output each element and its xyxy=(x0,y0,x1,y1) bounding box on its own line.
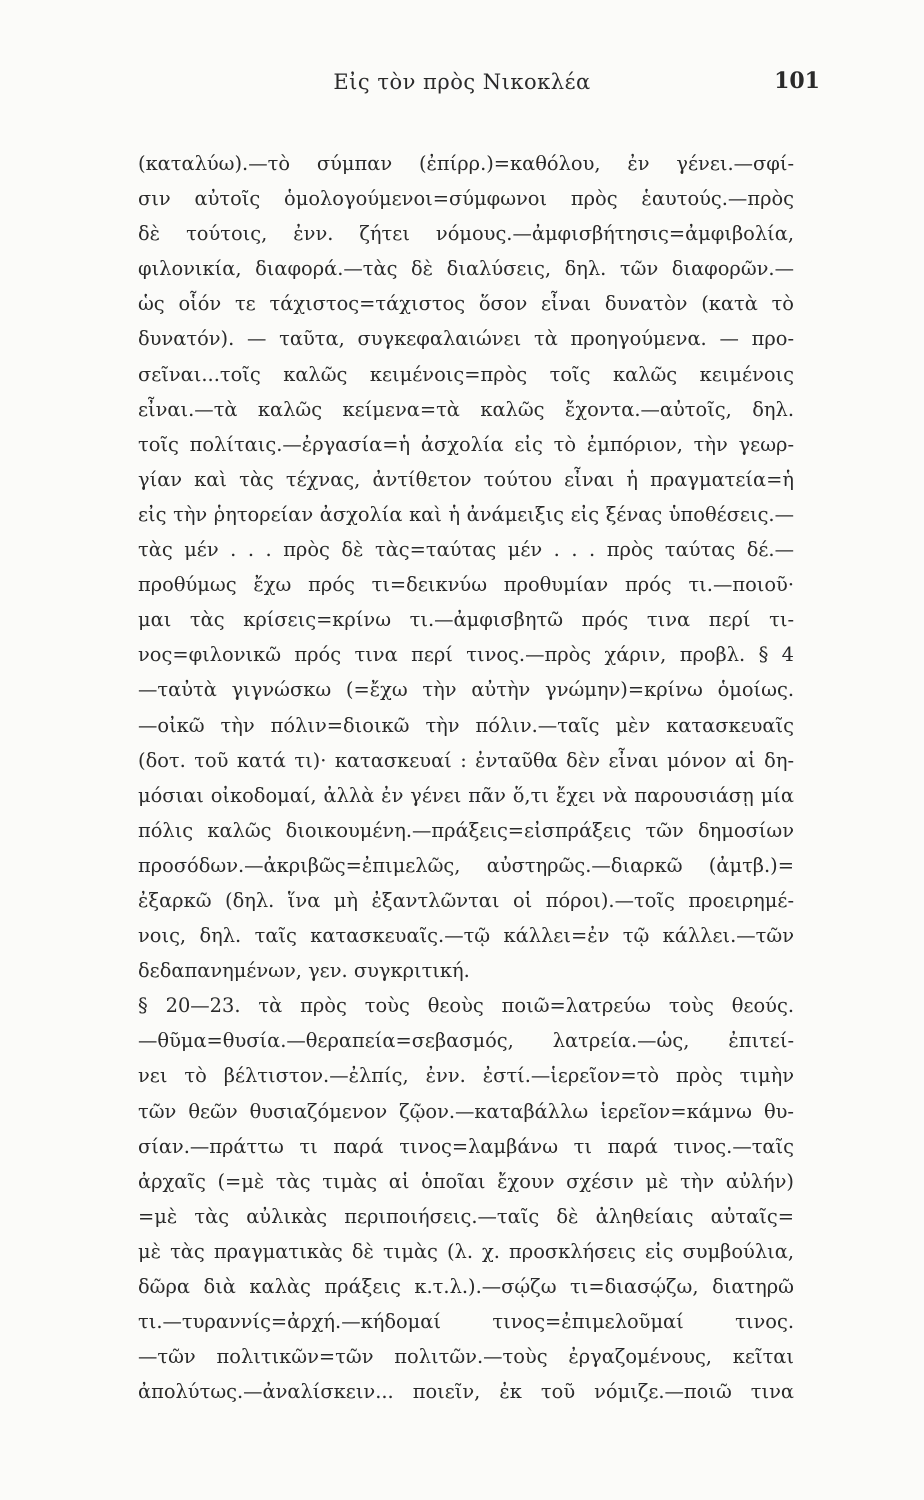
text-line: σεῖναι...τοῖς καλῶς κειμένοις=πρὸς τοῖς καλῶς κειμένοις xyxy=(138,362,794,386)
text-line: (δοτ. τοῦ κατά τι)· κατασκευαί : ἐνταῦθα δὲν εἶναι μόνον αἱ δη- xyxy=(138,748,794,772)
text-line: σιν αὐτοῖς ὁμολογούμενοι=σύμφωνοι πρὸς ἑαυτούς.—πρὸς xyxy=(138,187,794,211)
text-line: § 20—23. τὰ πρὸς τοὺς θεοὺς ποιῶ=λατρεύω τοὺς θεούς. xyxy=(138,994,794,1018)
text-line: νος=φιλονικῶ πρός τινα περί τινος.—πρὸς χάριν, προβλ. § 4 xyxy=(138,643,794,667)
text-line: δὲ τούτοις, ἐνν. ζήτει νόμους.—ἀμφισβήτησις=ἀμφιβολία, xyxy=(138,222,794,246)
text-line: δυνατόν). — ταῦτα, συγκεφαλαιώνει τὰ προηγούμενα. — προ- xyxy=(138,327,794,351)
text-line: μόσιαι οἰκοδομαί, ἀλλὰ ἐν γένει πᾶν ὅ,τι ἔχει νὰ παρουσιάσῃ μία xyxy=(138,783,794,807)
text-line: —ταὐτὰ γιγνώσκω (=ἔχω τὴν αὐτὴν γνώμην)=κρίνω ὁμοίως. xyxy=(138,678,794,702)
text-line: τῶν θεῶν θυσιαζόμενον ζῷον.—καταβάλλω ἱερεῖον=κάμνω θυ- xyxy=(138,1099,794,1123)
text-line: (καταλύω).—τὸ σύμπαν (ἐπίρρ.)=καθόλου, ἐν γένει.—σφί- xyxy=(138,152,794,175)
text-line: τι.—τυραννίς=ἀρχή.—κήδομαί τινος=ἐπιμελοῦμαί τινος. xyxy=(138,1310,794,1334)
text-line: νοις, δηλ. ταῖς κατασκευαῖς.—τῷ κάλλει=ἐν τῷ κάλλει.—τῶν xyxy=(138,924,794,948)
text-line: προσόδων.—ἀκριβῶς=ἐπιμελῶς, αὐστηρῶς.—διαρκῶ (ἀμτβ.)= xyxy=(138,853,794,877)
text-line: μαι τὰς κρίσεις=κρίνω τι.—ἀμφισβητῶ πρός τινα περί τι- xyxy=(138,608,794,632)
text-line: φιλονικία, διαφορά.—τὰς δὲ διαλύσεις, δηλ. τῶν διαφορῶν.— xyxy=(138,257,794,281)
text-line: =μὲ τὰς αὐλικὰς περιποιήσεις.—ταῖς δὲ ἀληθείαις αὐταῖς= xyxy=(138,1204,794,1228)
text-line: ἐξαρκῶ (δηλ. ἵνα μὴ ἐξαντλῶνται οἱ πόροι).—τοῖς προειρημέ- xyxy=(138,888,794,912)
text-line: ἀπολύτως.—ἀναλίσκειν... ποιεῖν, ἐκ τοῦ νόμιζε.—ποιῶ τινα xyxy=(138,1380,794,1404)
text-line: εἶναι.—τὰ καλῶς κείμενα=τὰ καλῶς ἔχοντα.—αὐτοῖς, δηλ. xyxy=(138,397,794,421)
text-line: πόλις καλῶς διοικουμένη.—πράξεις=εἰσπράξεις τῶν δημοσίων xyxy=(138,818,794,842)
text-line: —οἰκῶ τὴν πόλιν=διοικῶ τὴν πόλιν.—ταῖς μὲν κατασκευαῖς xyxy=(138,713,794,737)
text-line: —τῶν πολιτικῶν=τῶν πολιτῶν.—τοὺς ἐργαζομένους, κεῖται xyxy=(138,1345,794,1369)
text-line: ὡς οἷόν τε τάχιστος=τάχιστος ὅσον εἶναι δυνατὸν (κατὰ τὸ xyxy=(138,292,794,316)
text-line: ἀρχαῖς (=μὲ τὰς τιμὰς αἱ ὁποῖαι ἔχουν σχέσιν μὲ τὴν αὐλήν) xyxy=(138,1169,794,1193)
commentary-text xyxy=(138,146,794,1409)
text-line: προθύμως ἔχω πρός τι=δεικνύω προθυμίαν πρός τι.—ποιοῦ· xyxy=(138,573,794,597)
text-line: δῶρα διὰ καλὰς πράξεις κ.τ.λ.).—σῴζω τι=διασῴζω, διατηρῶ xyxy=(138,1275,794,1298)
text-line: μὲ τὰς πραγματικὰς δὲ τιμὰς (λ. χ. προσκλήσεις εἰς συμβούλια, xyxy=(138,1239,794,1263)
text-line: τοῖς πολίταις.—ἐργασία=ἡ ἀσχολία εἰς τὸ ἐμπόριον, τὴν γεωρ- xyxy=(138,432,794,456)
page-number: 101 xyxy=(774,68,820,94)
text-line: —θῦμα=θυσία.—θεραπεία=σεβασμός, λατρεία.—ὡς, ἐπιτεί- xyxy=(138,1029,794,1053)
text-line: σίαν.—πράττω τι παρά τινος=λαμβάνω τι παρά τινος.—ταῖς xyxy=(138,1134,794,1158)
text-line: δεδαπανημένων, γεν. συγκριτική. xyxy=(138,959,470,983)
text-line: γίαν καὶ τὰς τέχνας, ἀντίθετον τούτου εἶναι ἡ πραγματεία=ἡ xyxy=(138,467,794,491)
text-line: νει τὸ βέλτιστον.—ἐλπίς, ἐνν. ἐστί.—ἱερεῖον=τὸ πρὸς τιμὴν xyxy=(138,1064,794,1088)
text-line: εἰς τὴν ῥητορείαν ἀσχολία καὶ ἡ ἀνάμειξις εἰς ξένας ὑποθέσεις.— xyxy=(138,502,794,526)
page-header xyxy=(0,66,924,100)
text-line: τὰς μέν . . . πρὸς δὲ τὰς=ταύτας μέν . . . πρὸς ταύτας δέ.— xyxy=(138,538,794,562)
running-title: Εἰς τὸν πρὸς Νικοκλέα xyxy=(333,70,591,94)
